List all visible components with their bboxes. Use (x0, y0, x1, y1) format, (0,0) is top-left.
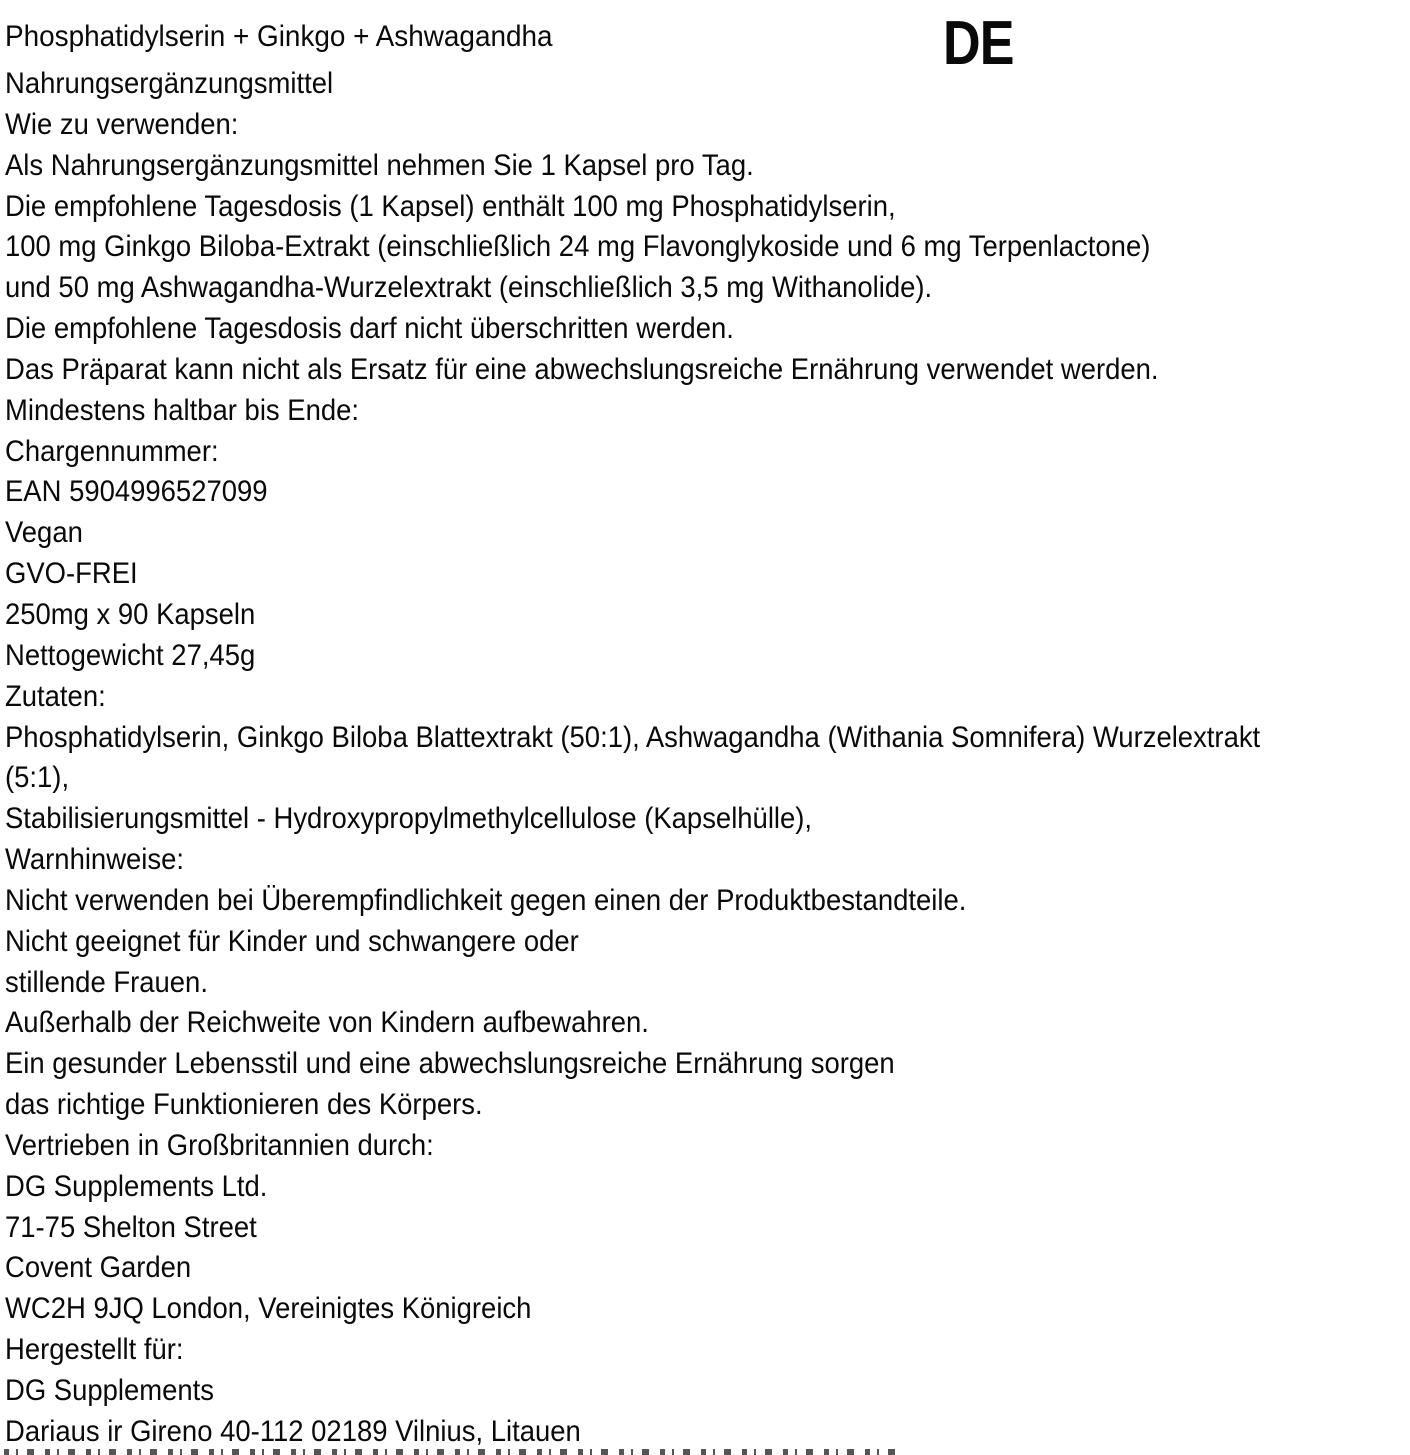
text-line: Nettogewicht 27,45g (5, 638, 256, 672)
text-line: 250mg x 90 Kapseln (5, 597, 256, 631)
text-line: Chargennummer: (5, 434, 219, 468)
text-line: das richtige Funktionieren des Körpers. (5, 1088, 483, 1122)
language-badge: DE (943, 9, 1014, 78)
text-line: Ein gesunder Lebensstil und eine abwechslungsreiche Ernährung sorgen (5, 1047, 895, 1081)
text-line: Nahrungsergänzungsmittel (5, 67, 334, 100)
text-line: Vegan (5, 516, 83, 550)
text-line: Außerhalb der Reichweite von Kindern aufbewahren. (5, 1006, 649, 1040)
text-line: (5:1), (5, 761, 70, 795)
text-line: GVO-FREI (5, 557, 138, 591)
text-line: Phosphatidylserin, Ginkgo Biloba Blattextrakt (50:1), Ashwagandha (Withania Somnifera) Wurzelextrakt (5, 720, 1261, 754)
product-title: Phosphatidylserin + Ginkgo + Ashwagandha (5, 20, 553, 53)
text-line: Die empfohlene Tagesdosis darf nicht überschritten werden. (5, 312, 734, 346)
text-line: Covent Garden (5, 1251, 192, 1285)
text-line: EAN 5904996527099 (5, 475, 268, 509)
text-line: Stabilisierungsmittel - Hydroxypropylmethylcellulose (Kapselhülle), (5, 802, 813, 836)
text-line: Warnhinweise: (5, 843, 185, 877)
text-line: WC2H 9JQ London, Vereinigtes Königreich (5, 1292, 532, 1326)
text-line: Die empfohlene Tagesdosis (1 Kapsel) enthält 100 mg Phosphatidylserin, (5, 189, 896, 223)
text-line: Als Nahrungsergänzungsmittel nehmen Sie 1 Kapsel pro Tag. (5, 148, 754, 182)
label-text-lines (5, 64, 1410, 1453)
text-line: Wie zu verwenden: (5, 107, 239, 141)
text-line: Zutaten: (5, 679, 106, 713)
text-line: 71-75 Shelton Street (5, 1210, 257, 1244)
title-row (5, 9, 1410, 78)
text-line: Nicht geeignet für Kinder und schwangere oder (5, 924, 579, 958)
text-line: Hergestellt für: (5, 1333, 184, 1367)
text-line: 100 mg Ginkgo Biloba-Extrakt (einschließlich 24 mg Flavonglykoside und 6 mg Terpenlactone) (5, 230, 1151, 264)
text-line: und 50 mg Ashwagandha-Wurzelextrakt (einschließlich 3,5 mg Withanolide). (5, 271, 933, 305)
text-line: Nicht verwenden bei Überempfindlichkeit gegen einen der Produktbestandteile. (5, 883, 967, 917)
text-line: stillende Frauen. (5, 965, 208, 999)
text-line: Mindestens haltbar bis Ende: (5, 393, 360, 427)
text-line: DG Supplements Ltd. (5, 1169, 268, 1203)
clipped-next-line-top-edge (4, 1449, 899, 1455)
text-line: Dariaus ir Gireno 40-112 02189 Vilnius, Litauen (5, 1414, 581, 1448)
text-line: Vertrieben in Großbritannien durch: (5, 1128, 434, 1162)
text-line: DG Supplements (5, 1374, 215, 1407)
text-line: Das Präparat kann nicht als Ersatz für eine abwechslungsreiche Ernährung verwendet werden. (5, 352, 1159, 386)
